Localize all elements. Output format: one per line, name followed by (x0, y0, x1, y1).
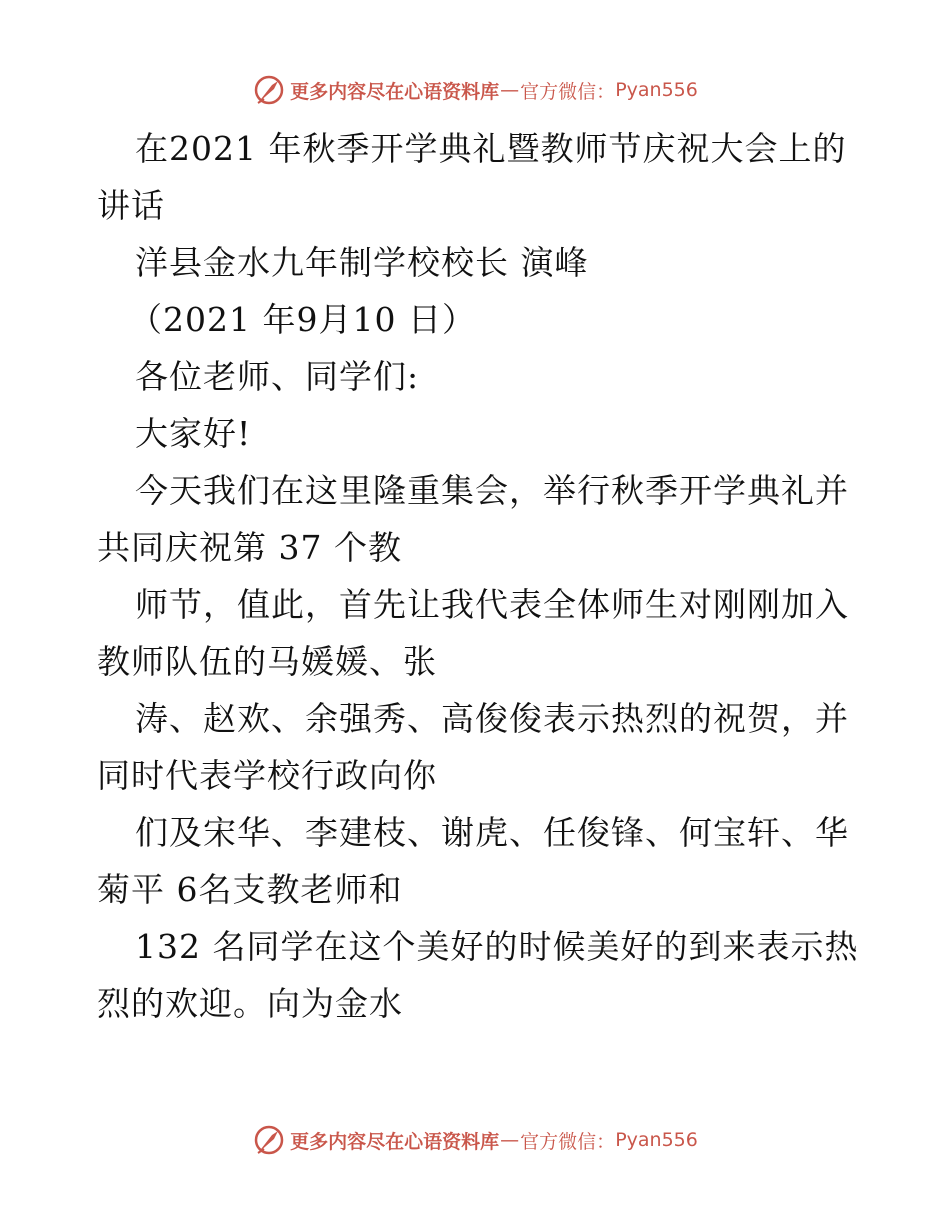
title-line-2: 讲话 (97, 186, 165, 225)
paragraph-line: 132 名同学在这个美好的时候美好的到来表示热 (135, 927, 859, 966)
paragraph-line: 涛、赵欢、余强秀、高俊俊表示热烈的祝贺，并 (135, 699, 849, 738)
watermark-brand: 更多内容尽在心语资料库 (290, 80, 500, 103)
paragraph-line: 共同庆祝第 37 个教 (97, 528, 402, 567)
speaker-line: 洋县金水九年制学校校长 演峰 (135, 243, 589, 282)
watermark-dash: — (500, 79, 520, 101)
salutation-line: 各位老师、同学们: (135, 357, 420, 396)
quill-pen-logo-icon (252, 1123, 286, 1157)
watermark-official: 官方微信： (520, 1130, 616, 1153)
header-watermark (0, 72, 950, 108)
quill-pen-logo-icon (252, 73, 286, 107)
paragraph-line: 们及宋华、李建枝、谢虎、任俊锋、何宝轩、华 (135, 813, 849, 852)
watermark-official: 官方微信： (520, 80, 616, 103)
paragraph-line: 今天我们在这里隆重集会，举行秋季开学典礼并 (135, 471, 849, 510)
paragraph-line: 教师队伍的马媛媛、张 (97, 642, 437, 681)
title-line-1: 在2021 年秋季开学典礼暨教师节庆祝大会上的 (135, 129, 847, 168)
watermark-dash: — (500, 1129, 520, 1151)
watermark-brand: 更多内容尽在心语资料库 (290, 1130, 500, 1153)
date-line: （2021 年9月10 日） (129, 300, 476, 339)
footer-watermark (0, 1122, 950, 1158)
paragraph-line: 同时代表学校行政向你 (97, 756, 437, 795)
watermark-wechat-id: Pyan556 (615, 79, 698, 101)
document-body (97, 120, 857, 1032)
paragraph-line: 烈的欢迎。向为金水 (97, 984, 403, 1023)
greeting-line: 大家好! (135, 414, 252, 453)
paragraph-line: 师节，值此，首先让我代表全体师生对刚刚加入 (135, 585, 849, 624)
watermark-wechat-id: Pyan556 (615, 1129, 698, 1151)
paragraph-line: 菊平 6名支教老师和 (97, 870, 403, 909)
